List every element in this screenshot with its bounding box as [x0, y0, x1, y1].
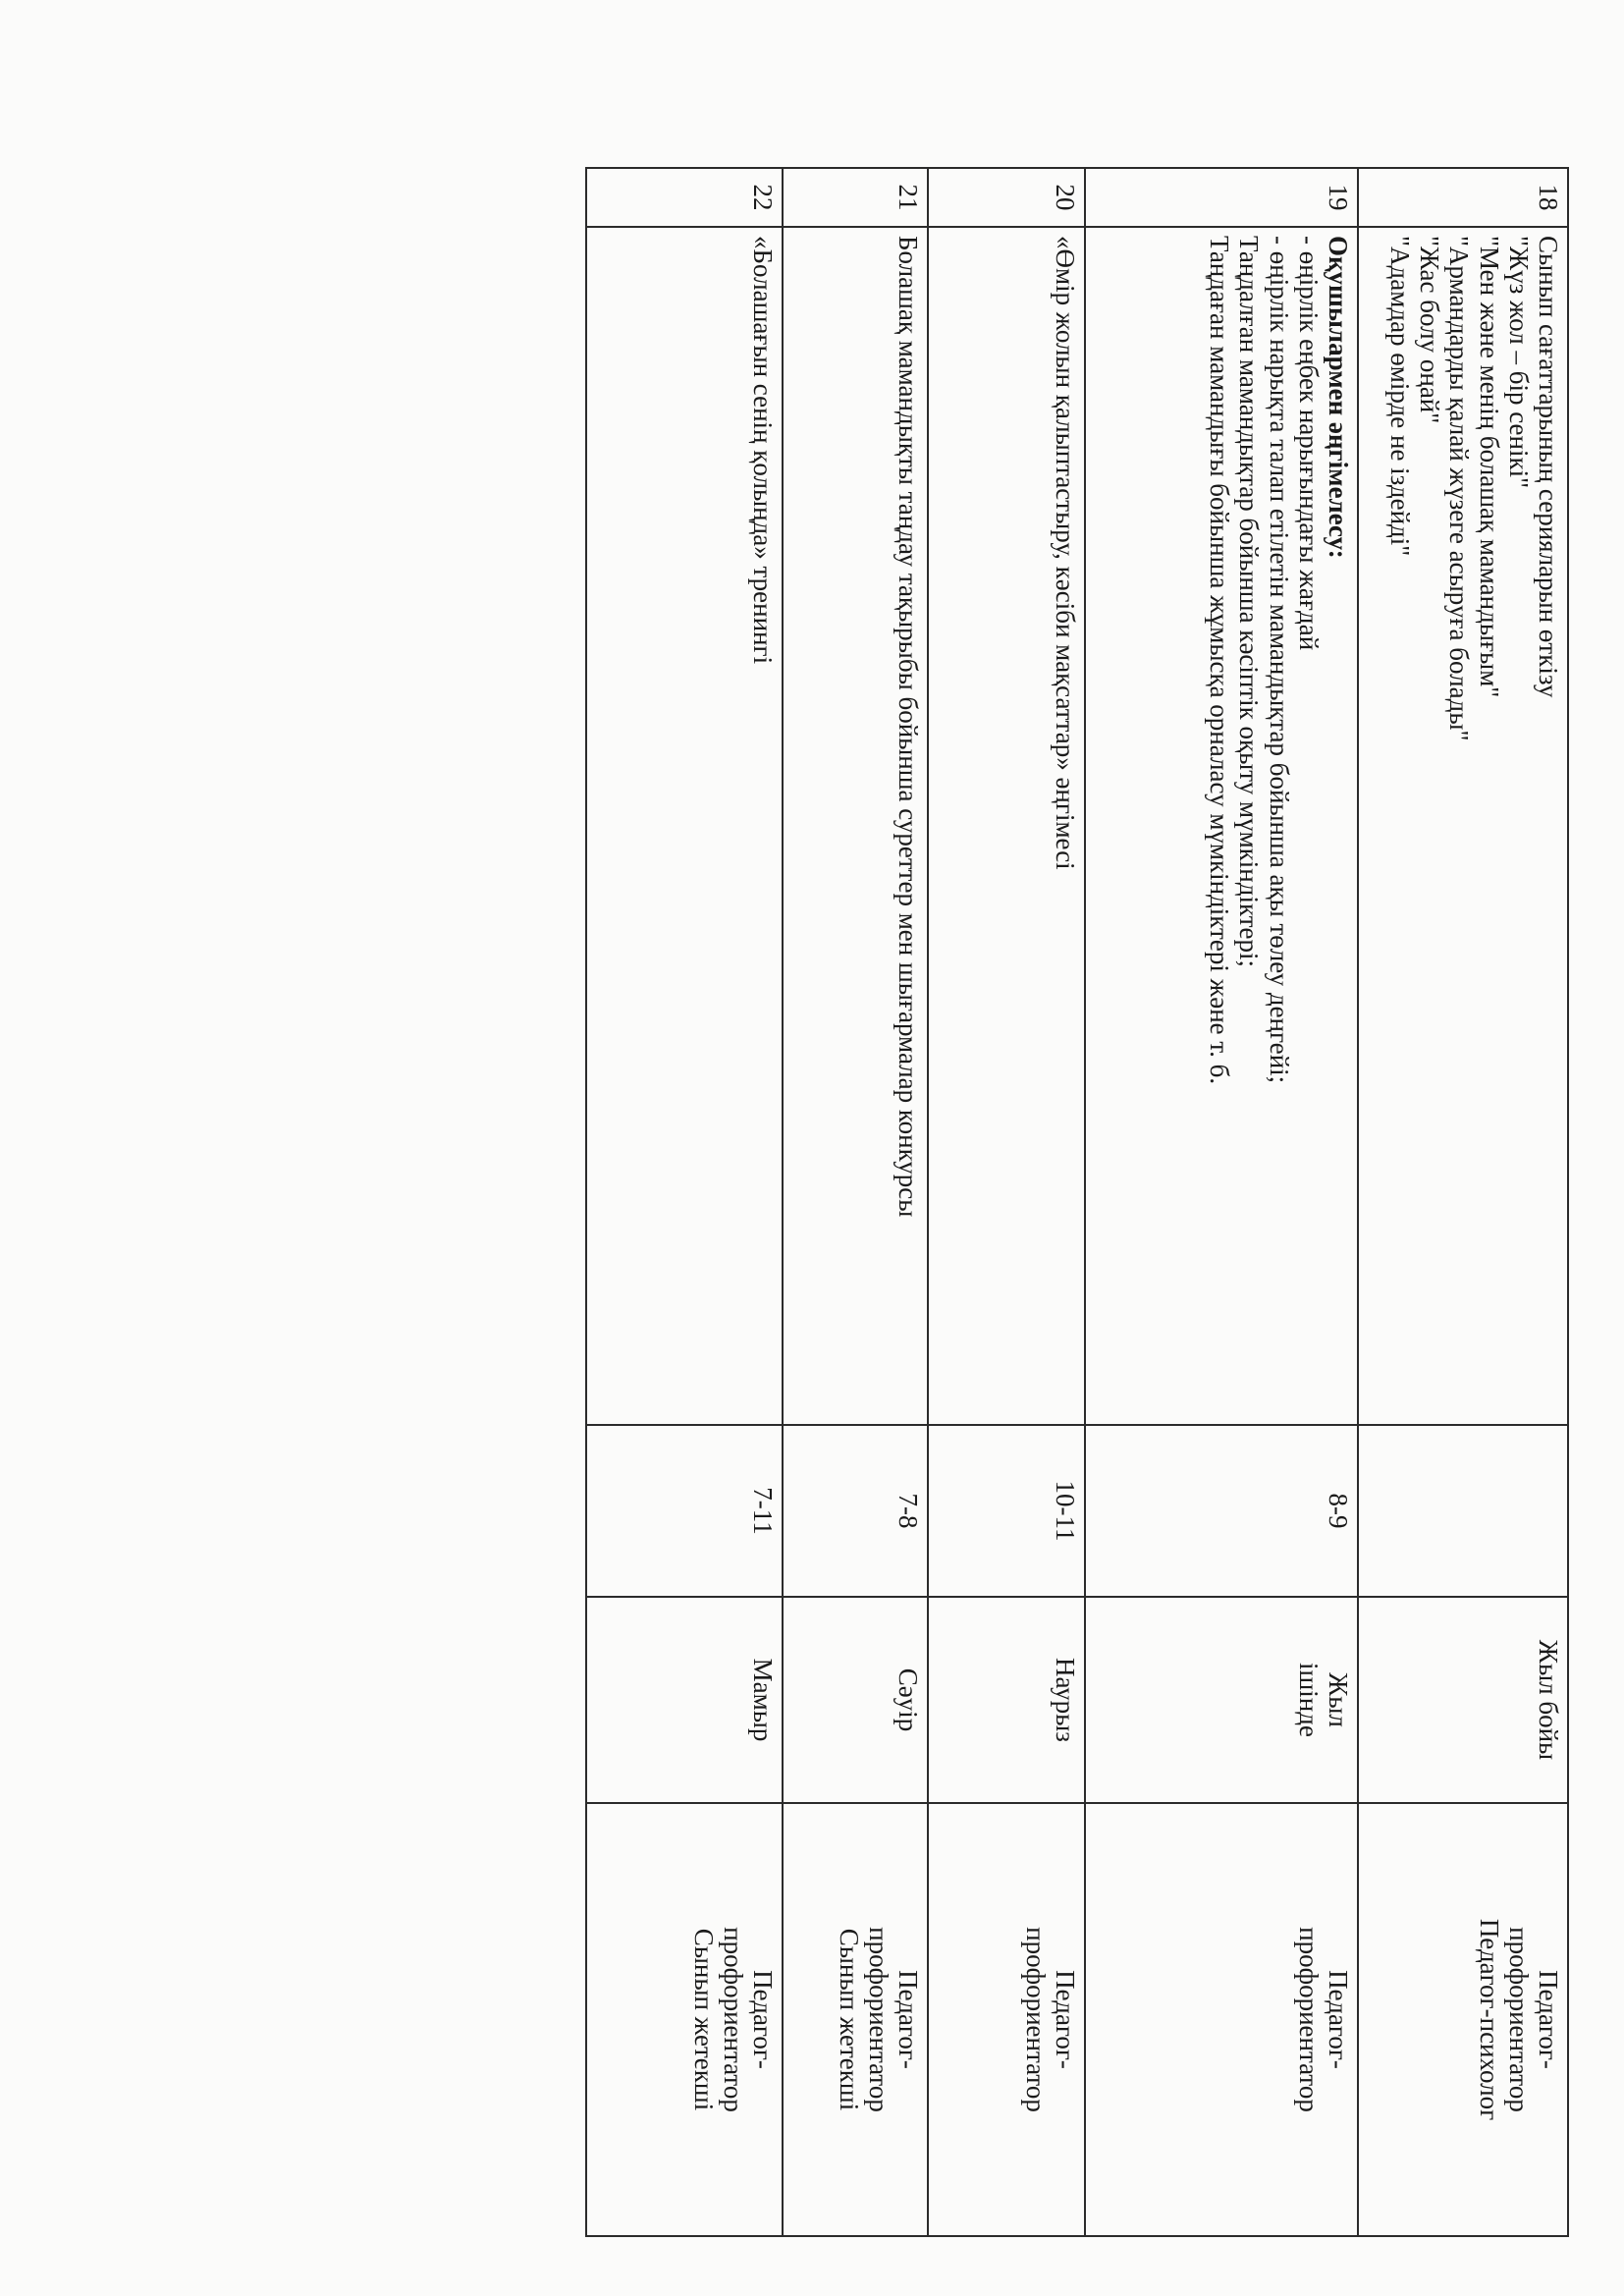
- table-row: [586, 168, 783, 2236]
- career-guidance-plan-table: [585, 167, 1569, 2237]
- responsible-cell: [1085, 1803, 1358, 2236]
- responsible-cell: [928, 1803, 1085, 2236]
- row-number: 18: [1358, 168, 1568, 227]
- event-line: - өңірлік нарықта талап етілетін мамандықтар бойынша ақы төлеу деңгейі;: [1264, 236, 1294, 1084]
- responsible-line: Сынып жетекші: [688, 1928, 719, 2111]
- event-line: «Болашағын сенің қолыңда» тренингі: [748, 236, 778, 665]
- date-line: Жыл: [1324, 1672, 1353, 1727]
- date-line: ішінде: [1293, 1663, 1324, 1737]
- row-number: 19: [1085, 168, 1358, 227]
- grade-cell: 7-11: [586, 1425, 783, 1597]
- date-cell: Наурыз: [928, 1597, 1085, 1803]
- event-cell: [928, 227, 1085, 1425]
- date-cell: Сәуір: [783, 1597, 928, 1803]
- event-line: Таңдалған мамандықтар бойынша кәсіптік оқыту мүмкіндіктері;: [1234, 236, 1265, 968]
- table-row: [783, 168, 928, 2236]
- event-line: "Жас болу оңай": [1415, 236, 1445, 424]
- row-number: 22: [586, 168, 783, 227]
- row-number: 20: [928, 168, 1085, 227]
- responsible-line: Педагог-: [1534, 1970, 1563, 2069]
- grade-cell: 7-8: [783, 1425, 928, 1597]
- grade-cell: [1358, 1425, 1568, 1597]
- grade-cell: 10-11: [928, 1425, 1085, 1597]
- row-number: 21: [783, 168, 928, 227]
- rotated-table-wrapper: [585, 167, 1569, 2235]
- event-line: "Армандарды қалай жүзеге асыруға болады": [1444, 236, 1475, 741]
- responsible-line: Сынып жетекші: [834, 1928, 864, 2111]
- responsible-cell: [586, 1803, 783, 2236]
- responsible-line: профориентатор: [718, 1927, 748, 2112]
- table-row: [1358, 168, 1568, 2236]
- responsible-line: профориентатор: [1293, 1927, 1324, 2112]
- event-line: "Мен және менің болашақ мамандығым": [1474, 236, 1504, 698]
- table-row: [928, 168, 1085, 2236]
- responsible-line: Педагог-: [1051, 1970, 1080, 2069]
- date-cell: Мамыр: [586, 1597, 783, 1803]
- responsible-line: профориентатор: [1020, 1927, 1051, 2112]
- event-line: - өңірлік еңбек нарығындағы жағдай: [1293, 236, 1324, 651]
- grade-cell: 8-9: [1085, 1425, 1358, 1597]
- event-cell: [586, 227, 783, 1425]
- event-cell: [1358, 227, 1568, 1425]
- event-heading: Оқушылармен әңгімелесу:: [1324, 236, 1353, 559]
- event-line: Таңдаған мамандығы бойынша жұмысқа орналасу мүмкіндіктері және т. б.: [1205, 236, 1235, 1085]
- event-line: «Өмір жолын қалыптастыру, кәсіби мақсаттар» әңгімесі: [1051, 236, 1080, 870]
- responsible-cell: [783, 1803, 928, 2236]
- date-cell: Жыл бойы: [1358, 1597, 1568, 1803]
- event-line: Сынып сағаттарының серияларын өткізу: [1534, 236, 1563, 698]
- event-line: Болашақ мамандықты таңдау тақырыбы бойынша суреттер мен шығармалар конкурсы: [893, 236, 923, 1218]
- event-cell: [1085, 227, 1358, 1425]
- responsible-line: Педагог-психолог: [1474, 1918, 1504, 2121]
- date-cell: [1085, 1597, 1358, 1803]
- table-row: [1085, 168, 1358, 2236]
- responsible-line: профориентатор: [863, 1927, 893, 2112]
- responsible-cell: [1358, 1803, 1568, 2236]
- responsible-line: Педагог-: [893, 1970, 923, 2069]
- responsible-line: Педагог-: [1324, 1970, 1353, 2069]
- responsible-line: профориентатор: [1503, 1927, 1534, 2112]
- event-cell: [783, 227, 928, 1425]
- event-line: "Жүз жол – бір сенікі": [1503, 236, 1534, 489]
- responsible-line: Педагог-: [748, 1970, 778, 2069]
- event-line: "Адамдар өмірде не іздейді": [1384, 236, 1415, 557]
